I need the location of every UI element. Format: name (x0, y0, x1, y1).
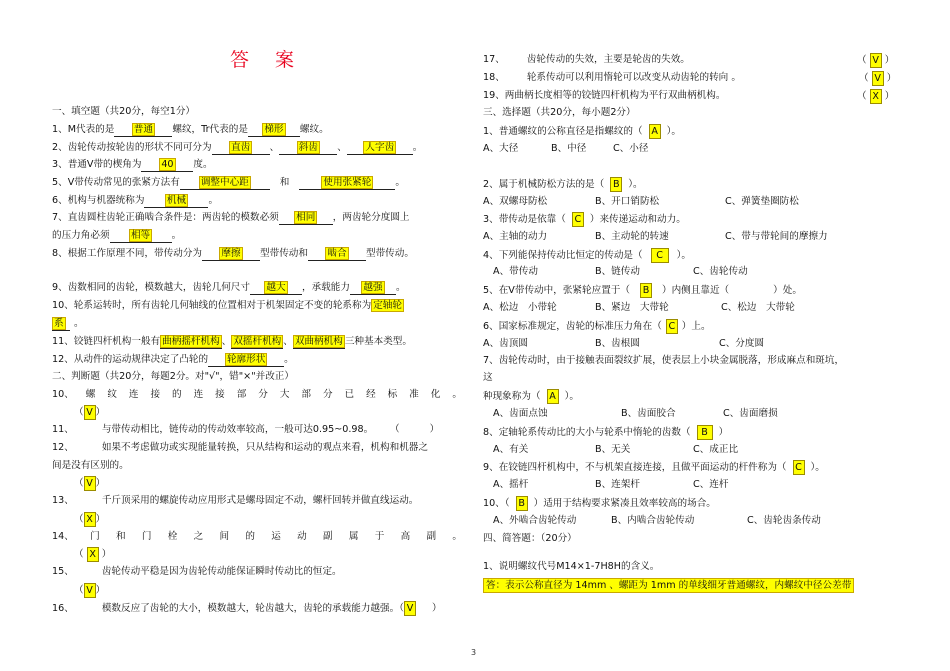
q-char: 门 (141, 531, 152, 542)
answer-highlight: 越强 (363, 282, 383, 293)
judge-q18: 18、 轮系传动可以利用惰轮可以改变从动齿轮的转向 。 （ V ） (483, 72, 897, 84)
q-text: ）内侧且靠近（ (661, 285, 730, 296)
blank (110, 230, 172, 243)
answer-highlight: 机械 (166, 195, 187, 206)
q-text: 如果不考虑做功或实现能量转换，只从结构和运动的观点来看，机构和机器之 (101, 442, 428, 453)
choice-q4 (483, 248, 691, 263)
q-text: 。 (395, 282, 406, 293)
q-text: 4、下列能保持传动比恒定的传动是（ (483, 250, 643, 261)
fill-q9-line2 (52, 317, 84, 331)
q-text: 12、从动件的运动规律决定了凸轮的 (52, 354, 209, 365)
blank (279, 142, 337, 155)
option: A、松边 小带轮 (483, 302, 557, 313)
q-text: 6、机构与机器统称为 (52, 195, 145, 206)
q-text: 型带传动。 (365, 248, 414, 259)
option: A、大径 (483, 143, 519, 154)
q-text: 与带传动相比，链传动的传动效率较高，一般可达0.95~0.98。 (101, 424, 374, 435)
answer-box: X (87, 547, 99, 562)
answer-highlight: 斜齿 (298, 142, 318, 153)
q-text: 11、铰链四杆机构一般有 (52, 336, 161, 347)
blank (347, 142, 413, 155)
choice-q5 (483, 283, 802, 298)
blank (180, 177, 270, 190)
blank (160, 336, 222, 349)
option: B、紧边 大带轮 (595, 302, 669, 313)
q-text: 10、（ (483, 498, 510, 509)
q-num: 10、 (52, 389, 74, 400)
fill-q6-line2 (52, 229, 181, 243)
section-short-answer-heading: 四、简答题：（20分） (483, 533, 577, 544)
q-char: 部 (301, 389, 311, 400)
q-num: 13、 (52, 495, 74, 506)
fill-q11 (52, 353, 294, 367)
q-num: 16、 (52, 603, 74, 614)
section-choice-heading: 三、选择题（共20分，每小题2分） (483, 107, 636, 118)
q-char: 分 (258, 389, 268, 400)
answer-box: B (516, 496, 528, 511)
choice-q7-line1: 7、齿轮传动时，由于接触表面裂纹扩展，使表层上小块金属脱落，形成麻点和斑坑， (483, 355, 845, 366)
q-text: 。 (208, 195, 219, 206)
q-char: 副 (426, 531, 437, 542)
answer-box: C (666, 319, 678, 334)
choice-q1-options (483, 142, 648, 155)
choice-q4-options (493, 265, 748, 278)
blank (248, 124, 300, 137)
q-char: 已 (344, 389, 355, 400)
q-char: 和 (115, 531, 126, 542)
fill-q2 (52, 141, 422, 155)
q-text: ） (718, 427, 729, 438)
q-text: 齿轮传动的失效，主要是轮齿的失效。 (526, 54, 690, 65)
answer-box: X (870, 89, 882, 104)
blank (141, 159, 193, 172)
q-char: 纹 (107, 389, 117, 400)
answer-box: B (697, 425, 713, 440)
option: C、齿轮齿条传动 (747, 515, 821, 526)
q-text: 千斤顶采用的螺旋传动应用形式是螺母固定不动，螺杆回转并做直线运动。 (101, 495, 419, 506)
option: B、内啮合齿轮传动 (611, 515, 695, 526)
q-text: 5、V带传动常见的张紧方法有 (52, 177, 180, 188)
answer-box: V (870, 53, 882, 68)
answer-highlight: 定轴轮 (373, 300, 402, 311)
q-char: 接 (150, 389, 161, 400)
q-text: 三种基本类型。 (344, 336, 412, 347)
q-char: 螺 (85, 389, 96, 400)
option: C、松边 大带轮 (721, 302, 795, 313)
q-num: 11、 (52, 424, 74, 435)
q-text: 8、定轴轮系传动比的大小与轮系中惰轮的齿数（ (483, 427, 691, 438)
choice-q8-options (493, 443, 738, 456)
fill-q5 (52, 194, 218, 208)
q-char: 标 (387, 389, 398, 400)
judge-q10 (52, 388, 462, 401)
fill-q8 (52, 281, 406, 295)
answer-box: B (610, 177, 622, 192)
q-text: 种现象称为（ (483, 391, 541, 402)
option: C、连杆 (693, 479, 729, 490)
option: B、无关 (595, 444, 631, 455)
blank (114, 124, 172, 137)
judge-q17: 17、 齿轮传动的失效，主要是轮齿的失效。 （ V ） (483, 54, 895, 66)
answer-highlight: 摩擦 (221, 248, 241, 259)
answer-highlight: 调整中心距 (200, 177, 249, 188)
judge-q11: 11、 与带传动相比，链传动的传动效率较高，一般可达0.95~0.98。 （ ） (52, 424, 440, 435)
blank (250, 282, 302, 295)
option: B、主动轮的转速 (595, 231, 669, 242)
option: A、有关 (493, 444, 529, 455)
q-num: 18、 (483, 72, 505, 83)
blank (52, 318, 70, 331)
section-fill-heading: 一、填空题（共20分，每空1分） (52, 106, 196, 117)
judge-q13 (52, 494, 418, 507)
q-char: 接 (215, 389, 225, 400)
option: C、分度圆 (719, 338, 765, 349)
q-text: ）。 (666, 126, 681, 137)
judge-q14-text (52, 530, 462, 543)
q-num: 17、 (483, 54, 505, 65)
answer-highlight: 相等 (130, 230, 151, 241)
option: A、主轴的动力 (483, 231, 548, 242)
answer-highlight: 轮廓形状 (226, 354, 266, 365)
q-text: ，两齿轮分度圆上 (332, 212, 410, 223)
judge-q10-answer: （ V ） (74, 407, 106, 418)
blank (308, 248, 366, 261)
q-text: 。 (284, 354, 294, 365)
choice-q6 (483, 319, 711, 334)
answer-highlight: 曲柄摇杆机构 (162, 336, 220, 347)
blank (202, 248, 260, 261)
q-char: 于 (374, 531, 385, 542)
option: C、弹簧垫圈防松 (725, 196, 799, 207)
answer-box: X (84, 512, 96, 527)
q-text: 轮系传动可以利用惰轮可以改变从动齿轮的转向 。 (526, 72, 741, 83)
choice-q5-options (483, 301, 795, 314)
answer-highlight: 使用张紧轮 (323, 177, 372, 188)
answer-title: 答 案 (230, 49, 305, 71)
fill-q4 (52, 176, 405, 190)
q-text: 6、国家标准规定，齿轮的标准压力角在（ (483, 321, 662, 332)
q-text: ） (432, 603, 442, 614)
choice-q7-line3 (483, 389, 579, 404)
blank (144, 195, 208, 208)
choice-q2 (483, 177, 643, 192)
fill-q9-line1 (52, 299, 404, 312)
q-num: 14、 (52, 531, 74, 542)
choice-q10-options (493, 514, 821, 527)
short-answer-q1-answer (483, 579, 854, 592)
q-text: 2、齿轮传动按轮齿的形状不同可分为 (52, 142, 212, 153)
q-text: 10、轮系运转时，所有齿轮几何轴线的位置相对于机架固定不变的轮系称为 (52, 300, 372, 311)
q-text: 7、直齿圆柱齿轮正确啮合条件是：两齿轮的模数必须 (52, 212, 279, 223)
q-text: 5、在V带传动中，张紧轮应置于（ (483, 285, 630, 296)
option: A、齿顶圆 (483, 338, 528, 349)
q-text: 9、齿数相同的齿轮，模数越大，齿轮几何尺寸 (52, 282, 250, 293)
q-char: 经 (366, 389, 376, 400)
answer-box: C (651, 248, 669, 263)
q-char: 连 (128, 389, 139, 400)
q-text: 19、两曲柄长度相等的铰链四杆机构为平行双曲柄机构。 (483, 90, 726, 101)
q-text: 3、带传动是依靠（ (483, 214, 566, 225)
answer-highlight: 系 (54, 318, 64, 329)
judge-q15 (52, 565, 342, 578)
q-char: 。 (452, 389, 462, 400)
judge-q19: 19、两曲柄长度相等的铰链四杆机构为平行双曲柄机构。 （ X ） (483, 90, 895, 102)
q-char: 的 (172, 389, 182, 400)
q-text: 齿轮传动平稳是因为齿轮传动能保证瞬时传动比的恒定。 (101, 566, 342, 577)
q-text: ）。 (676, 250, 691, 261)
answer-highlight: 越大 (266, 282, 286, 293)
answer-box: V (872, 71, 884, 86)
blank (279, 212, 333, 225)
q-text: 9、在铰链四杆机构中，不与机架直接连接，且做平面运动的杆件称为（ (483, 462, 787, 473)
blank (293, 336, 345, 349)
q-char: 。 (452, 531, 462, 542)
q-char: 高 (400, 531, 411, 542)
answer-box: V (84, 476, 96, 491)
q-char: 间 (219, 531, 230, 542)
q-text: ）。 (810, 462, 825, 473)
judge-q15-answer: （ V ） (74, 585, 106, 596)
option: A、双螺母防松 (483, 196, 548, 207)
choice-q9 (483, 460, 825, 475)
answer-box: C (572, 212, 584, 227)
judge-q16 (52, 601, 442, 616)
answer-box: B (640, 283, 652, 298)
q-text: ）。 (628, 179, 643, 190)
option: A、带传动 (493, 266, 538, 277)
q-char: 大 (279, 389, 290, 400)
q-text: ）适用于结构要求紧凑且效率较高的场合。 (533, 498, 716, 509)
choice-q3-options (483, 230, 828, 243)
q-char: 分 (322, 389, 333, 400)
choice-q2-options (483, 195, 799, 208)
judge-q14-answer: （ X ） (74, 549, 112, 560)
fill-q1 (52, 123, 329, 137)
q-char: 门 (90, 531, 100, 542)
answer-box: A (649, 124, 661, 139)
q-text: ，承载能力 (301, 282, 350, 293)
q-char: 准 (409, 389, 419, 400)
q-char: 运 (271, 531, 281, 542)
judge-q12-answer: （ V ） (74, 478, 106, 489)
q-text: 型带传动和 (260, 248, 308, 259)
option: B、开口销防松 (595, 196, 660, 207)
choice-q3 (483, 212, 686, 227)
blank (208, 354, 284, 367)
judge-q12-line1 (52, 441, 428, 454)
q-num: 15、 (52, 566, 74, 577)
option: B、链传动 (595, 266, 640, 277)
answer-highlight: 直齿 (231, 142, 251, 153)
q-char: 的 (245, 531, 255, 542)
q-text: 、 (337, 142, 347, 153)
option: B、连架杆 (595, 479, 640, 490)
choice-q6-options (483, 337, 764, 350)
choice-q7-line2: 这 (483, 372, 493, 383)
choice-q1 (483, 124, 681, 139)
answer-box: A (547, 389, 559, 404)
answer-highlight: 啮合 (327, 248, 347, 259)
judge-q12-line2: 间是没有区别的。 (52, 460, 129, 471)
choice-q9-options (493, 478, 728, 491)
choice-q10 (483, 496, 716, 511)
judge-q10-text (52, 388, 462, 401)
option: A、外啮合齿轮传动 (493, 515, 577, 526)
fill-q6-line1 (52, 211, 410, 225)
q-text: 。 (171, 230, 182, 241)
answer-highlight: 40 (161, 159, 174, 170)
fill-q10 (52, 335, 412, 349)
option: A、摇杆 (493, 479, 529, 490)
option: B、齿根圆 (595, 338, 640, 349)
q-text: 螺纹。 (299, 124, 329, 135)
answer-highlight: 相同 (296, 212, 316, 223)
answer-box: V (404, 601, 416, 616)
q-char: 之 (193, 531, 204, 542)
q-text: 。 (412, 142, 423, 153)
option: B、齿面胶合 (621, 408, 676, 419)
q-char: 部 (236, 389, 247, 400)
option: C、齿轮传动 (693, 266, 748, 277)
q-text: 8、根据工作原理不同，带传动分为 (52, 248, 203, 259)
page-number: 3 (471, 648, 477, 657)
q-text: 3、普通V带的楔角为 (52, 159, 142, 170)
q-text: 2、属于机械防松方法的是（ (483, 179, 605, 190)
q-text: 螺纹，Tr代表的是 (172, 124, 248, 135)
q-char: 属 (348, 531, 359, 542)
option: C、小径 (613, 143, 649, 154)
q-text: 和 (279, 177, 290, 188)
q-num: 12、 (52, 442, 74, 453)
q-text: 、 (221, 336, 232, 347)
blank (212, 142, 270, 155)
q-text: ）。 (564, 391, 579, 402)
answer-box: C (793, 460, 805, 475)
q-text: 。 (395, 177, 405, 188)
q-char: 连 (193, 389, 204, 400)
q-text: 。 (74, 318, 84, 329)
q-text: 度。 (193, 159, 213, 170)
answer-highlight: 答：表示公称直径为 14mm 、螺距为 1mm 的单线细牙普通螺纹，内螺纹中径公差带 (483, 578, 854, 593)
fill-q3 (52, 158, 213, 172)
answer-highlight: 双曲柄机构 (294, 336, 343, 347)
q-char: 栓 (167, 531, 178, 542)
answer-box: V (84, 583, 96, 598)
choice-q7-options (493, 407, 778, 420)
option: B、中径 (551, 143, 587, 154)
q-text: 、 (269, 142, 280, 153)
option: A、齿面点蚀 (493, 408, 548, 419)
section-judge-heading: 二、判断题（共20分，每题2分。对"√"，错"×"并改正） (52, 371, 294, 382)
q-char: 化 (430, 389, 441, 400)
answer-highlight: 普通 (133, 124, 153, 135)
blank (350, 282, 396, 295)
answer-highlight: 双摇杆机构 (233, 336, 282, 347)
choice-q8 (483, 425, 728, 440)
q-char: 副 (322, 531, 333, 542)
answer-box: V (84, 405, 96, 420)
answer-highlight: 梯形 (264, 124, 284, 135)
q-text: 的压力角必须 (52, 230, 110, 241)
short-answer-q1: 1、说明螺纹代号M14×1-7H8H的含义。 (483, 561, 660, 572)
q-text: 模数反应了齿轮的大小，模数越大，轮齿越大，齿轮的承载能力越强。（ (101, 603, 405, 614)
answer-highlight: 人字齿 (365, 142, 395, 153)
option: C、齿面磨损 (723, 408, 778, 419)
blank (299, 177, 395, 190)
q-text: ）处。 (773, 285, 802, 296)
blank (231, 336, 283, 349)
q-char: 动 (297, 531, 307, 542)
q-text: 、 (283, 336, 293, 347)
option: C、带与带轮间的摩擦力 (725, 231, 828, 242)
q-text: ）来传递运动和动力。 (589, 214, 686, 225)
q-text: 1、M代表的是 (52, 124, 115, 135)
judge-q13-answer: （ X ） (74, 514, 106, 525)
q-text: 1、普通螺纹的公称直径是指螺纹的（ (483, 126, 643, 137)
judge-q14 (52, 530, 462, 543)
fill-q7 (52, 247, 414, 261)
option: C、成正比 (693, 444, 739, 455)
q-text: ）上。 (681, 321, 711, 332)
